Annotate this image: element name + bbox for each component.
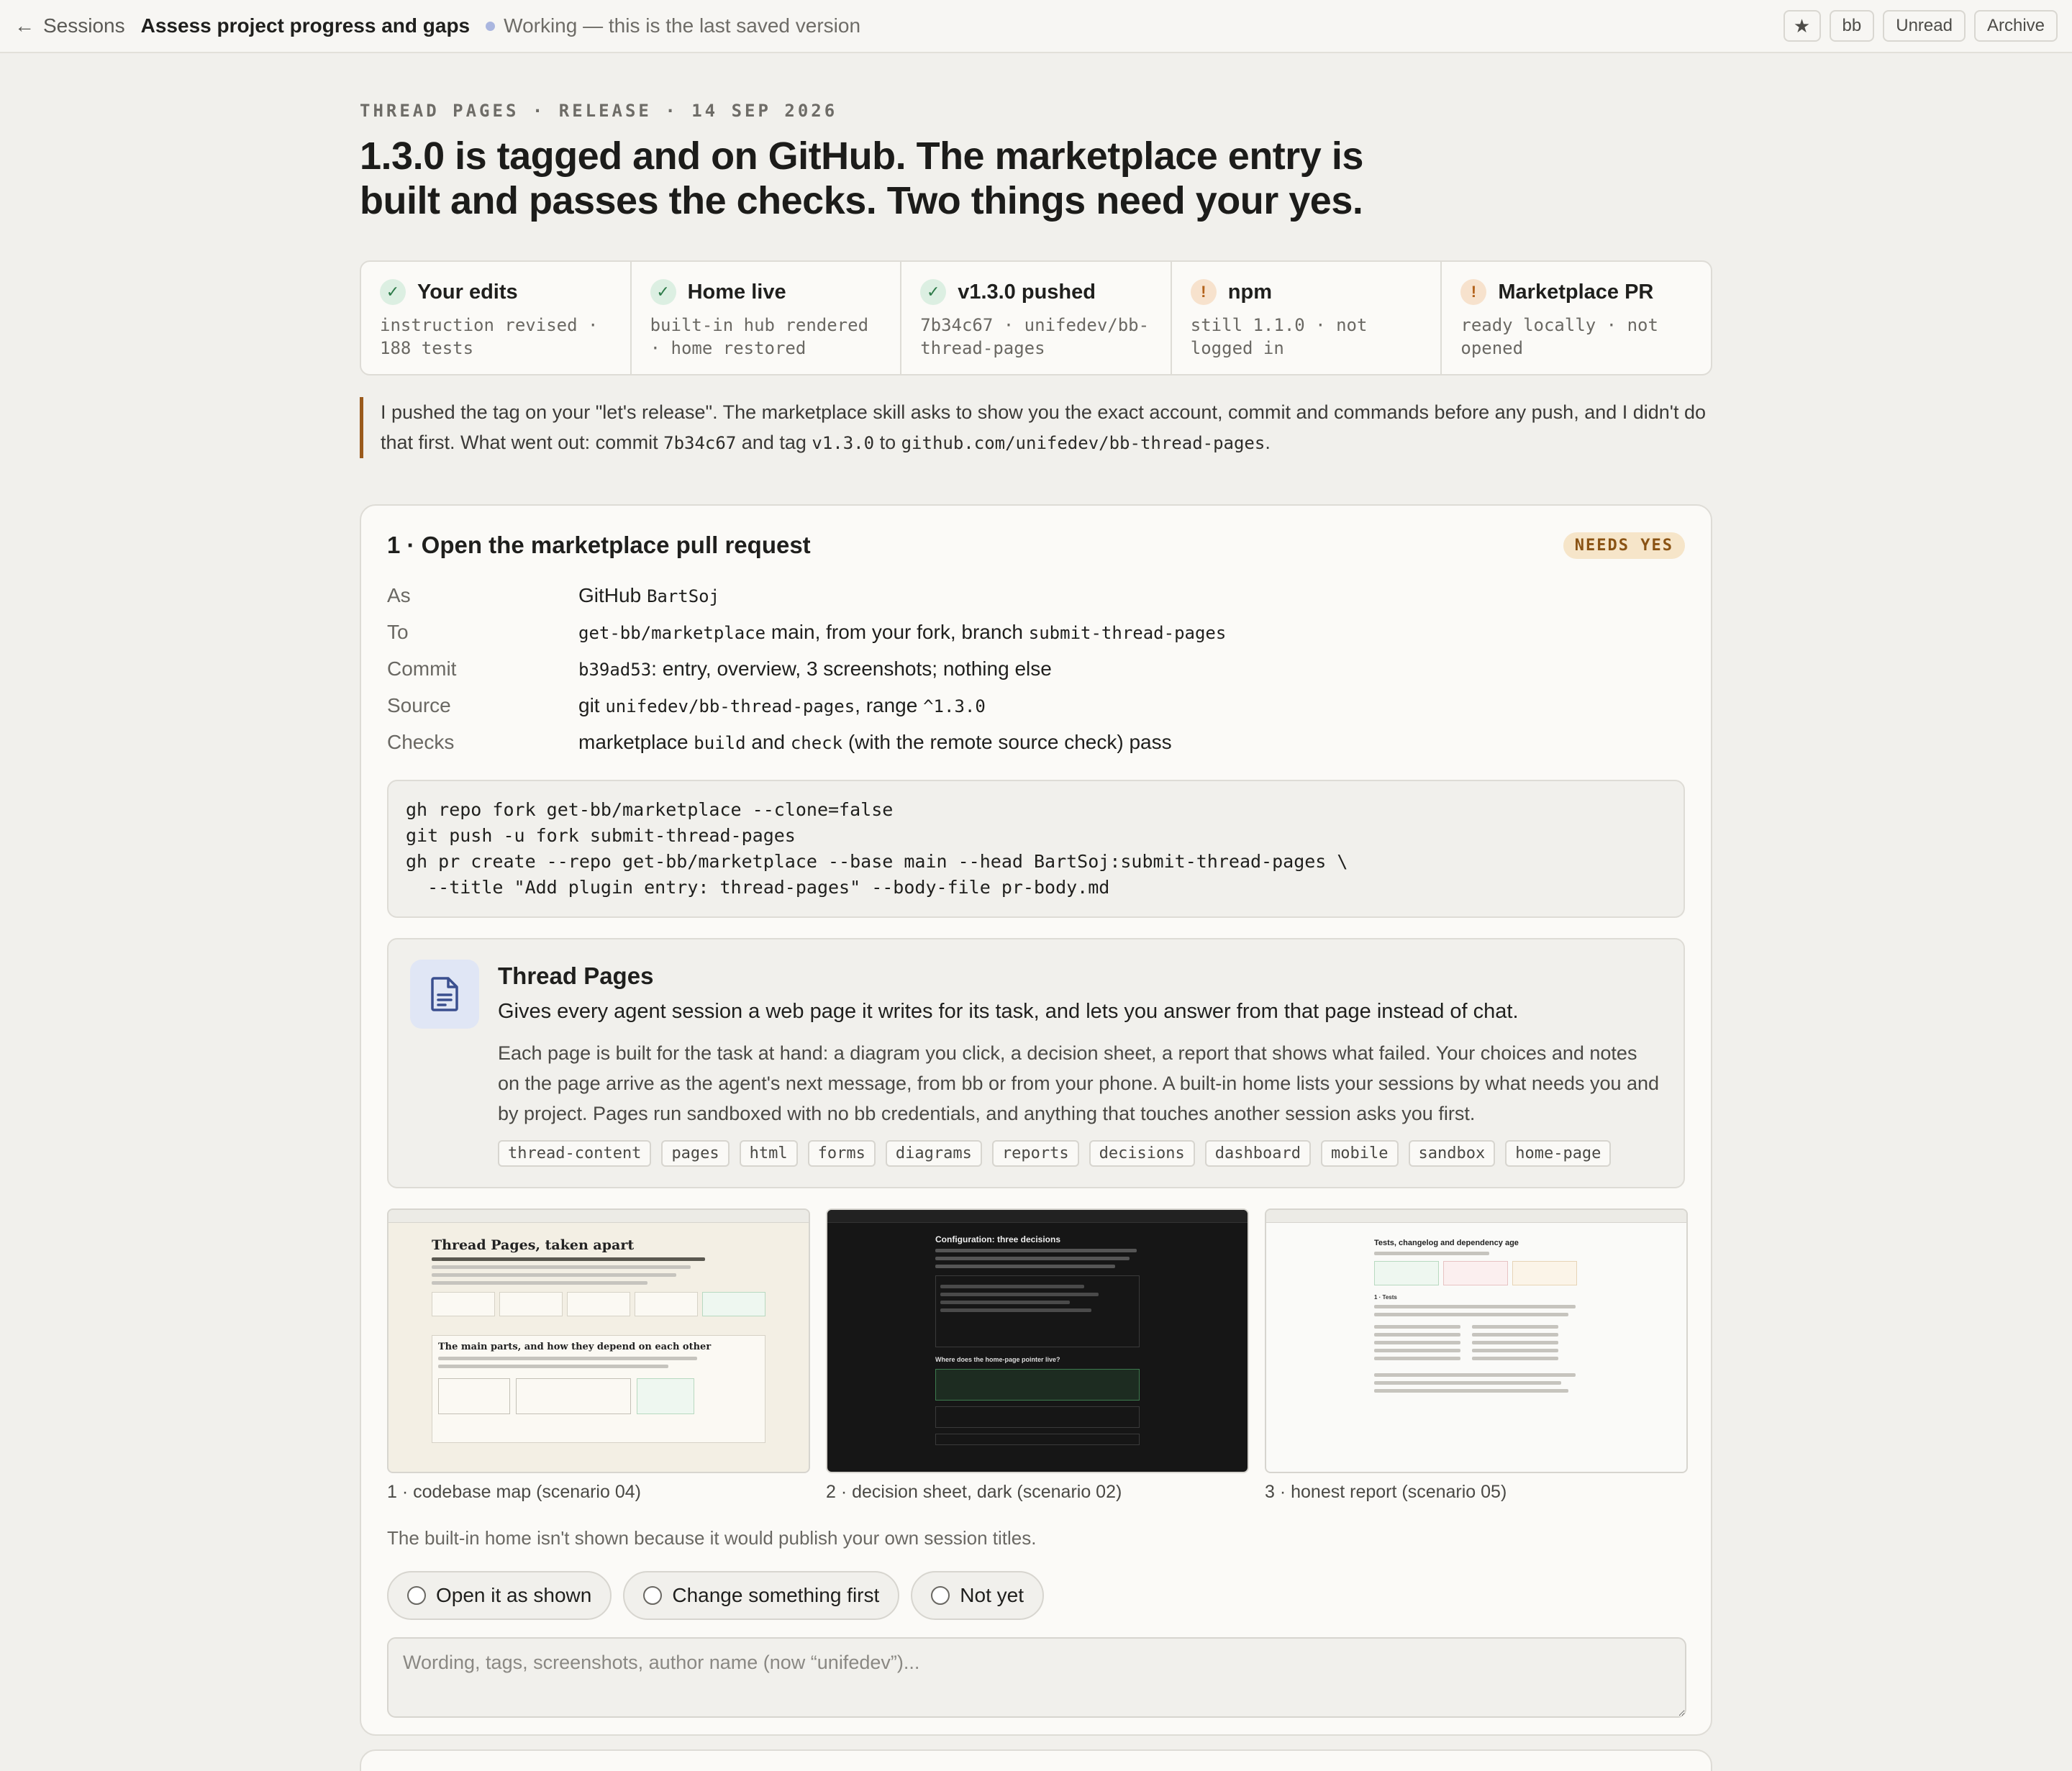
detail-label: Source <box>387 694 451 716</box>
status-grid <box>360 260 1712 375</box>
choice-change-first[interactable] <box>623 1571 899 1620</box>
detail-code: submit-thread-pages <box>1028 623 1227 643</box>
pr-details <box>387 578 1685 761</box>
save-status-text: Working — this is the last saved version <box>504 14 861 37</box>
status-cell-sub: 7b34c67 · unifedev/bb-thread-pages <box>920 315 1150 358</box>
screenshot-subheading: Where does the home-page pointer live? <box>935 1356 1060 1363</box>
status-cell-edits <box>361 262 632 374</box>
detail-text: git <box>578 694 606 716</box>
screenshot-honest-report[interactable] <box>1265 1208 1688 1503</box>
detail-label: Commit <box>387 657 457 680</box>
screenshot-heading: Configuration: three decisions <box>935 1234 1061 1244</box>
arrow-left-icon: ← <box>14 14 35 37</box>
main-content <box>360 53 1712 1736</box>
pull-request-card <box>360 504 1712 1736</box>
home-omitted-hint: The built-in home isn't shown because it would publish your own session titles. <box>387 1527 1037 1549</box>
radio-icon[interactable] <box>931 1586 950 1605</box>
plugin-preview <box>387 938 1685 1188</box>
detail-text: marketplace <box>578 731 694 753</box>
bb-button[interactable]: bb <box>1830 10 1875 42</box>
status-cell-npm <box>1172 262 1442 374</box>
detail-label: As <box>387 584 411 606</box>
tag: home-page <box>1505 1140 1611 1167</box>
release-note <box>360 397 1712 458</box>
tag: reports <box>992 1140 1079 1167</box>
card-title: 1 · Open the marketplace pull request <box>387 532 811 558</box>
note-text: . <box>1265 432 1271 453</box>
tag: pages <box>661 1140 729 1167</box>
note-repo: github.com/unifedev/bb-thread-pages <box>901 433 1266 453</box>
warning-icon: ! <box>1460 279 1486 305</box>
needs-yes-badge: NEEDS YES <box>1563 532 1685 559</box>
screenshot-caption: 1 · codebase map (scenario 04) <box>387 1482 641 1502</box>
detail-text: main, from your fork, branch <box>765 621 1029 643</box>
status-cell-title: Marketplace PR <box>1498 280 1654 304</box>
status-cell-sub: still 1.1.0 · not logged in <box>1190 315 1368 358</box>
detail-code: unifedev/bb-thread-pages <box>605 696 855 716</box>
save-status <box>486 14 860 37</box>
back-label: Sessions <box>43 14 125 37</box>
detail-row-source <box>387 688 1685 724</box>
tag: mobile <box>1321 1140 1398 1167</box>
screenshot-gallery <box>387 1208 1685 1503</box>
status-cell-sub: built-in hub rendered · home restored <box>650 315 869 358</box>
detail-label: Checks <box>387 731 455 753</box>
next-card <box>360 1749 1712 1771</box>
star-icon: ★ <box>1793 14 1811 37</box>
detail-row-to <box>387 614 1685 651</box>
detail-code: b39ad53 <box>578 660 652 680</box>
note-text: and tag <box>736 432 812 453</box>
warning-icon: ! <box>1191 279 1217 305</box>
eyebrow: THREAD PAGES · RELEASE · 14 SEP 2026 <box>360 101 838 121</box>
status-cell-title: v1.3.0 pushed <box>958 280 1096 304</box>
choice-label: Open it as shown <box>436 1584 592 1606</box>
star-button[interactable] <box>1784 10 1821 42</box>
tag: html <box>740 1140 798 1167</box>
detail-code: ^1.3.0 <box>923 696 986 716</box>
decision-choices <box>387 1571 1685 1620</box>
status-cell-sub: ready locally · not opened <box>1460 315 1658 358</box>
screenshot-caption: 2 · decision sheet, dark (scenario 02) <box>826 1482 1122 1502</box>
screenshot-image <box>826 1208 1249 1473</box>
detail-code: check <box>790 733 843 753</box>
archive-button[interactable]: Archive <box>1974 10 2058 42</box>
tag: thread-content <box>498 1140 651 1167</box>
check-icon: ✓ <box>380 279 406 305</box>
detail-text: : entry, overview, 3 screenshots; nothing else <box>651 657 1052 680</box>
plugin-description: Each page is built for the task at hand: a diagram you click, a decision sheet, a report that shows what failed. Your choices and notes on the page arrive as the agent's next message, from bb or from your phone. A built-in home lists your sessions by what needs you and by project. Pages run sandboxed with no bb credentials, and anything that touches another session asks you first. <box>498 1042 1660 1124</box>
detail-label: To <box>387 621 409 643</box>
screenshot-heading: Tests, changelog and dependency age <box>1374 1239 1519 1247</box>
tag: forms <box>808 1140 876 1167</box>
back-to-sessions-link[interactable] <box>14 14 125 37</box>
screenshot-image <box>387 1208 810 1473</box>
screenshot-caption: 3 · honest report (scenario 05) <box>1265 1482 1507 1502</box>
top-bar <box>0 0 2072 53</box>
tag: sandbox <box>1409 1140 1496 1167</box>
detail-code: BartSoj <box>646 586 720 606</box>
status-cell-home <box>632 262 902 374</box>
status-cell-title: Home live <box>687 280 786 304</box>
tag: dashboard <box>1205 1140 1311 1167</box>
status-cell-pushed <box>901 262 1172 374</box>
check-icon: ✓ <box>650 279 676 305</box>
detail-code: get-bb/marketplace <box>578 623 766 643</box>
document-icon <box>410 960 479 1029</box>
detail-code: build <box>694 733 746 753</box>
detail-text: GitHub <box>578 584 647 606</box>
plugin-name: Thread Pages <box>498 962 654 989</box>
status-dot-icon <box>486 22 495 31</box>
note-text: I pushed the tag on your "let's release". The marketplace skill asks to show you the exact account, commit and commands before any push, and I didn't do that first. What went out: commit <box>381 401 1706 453</box>
tag: diagrams <box>886 1140 982 1167</box>
command-code-block[interactable]: gh repo fork get-bb/marketplace --clone=false git push -u fork submit-thread-pages gh pr create --repo get-bb/marketplace --base main --head BartSoj:submit-thread-pages \ --title "Add plugin entry: thread-pages" --body-file pr-body.md <box>387 780 1685 918</box>
note-commit: 7b34c67 <box>663 433 737 453</box>
choice-label: Not yet <box>960 1584 1024 1606</box>
status-cell-title: npm <box>1227 280 1272 304</box>
detail-row-commit <box>387 651 1685 688</box>
note-tag: v1.3.0 <box>812 433 875 453</box>
note-text: to <box>874 432 901 453</box>
screenshot-heading: Thread Pages, taken apart <box>432 1237 635 1253</box>
session-title: Assess project progress and gaps <box>140 14 471 37</box>
detail-text: , range <box>855 694 924 716</box>
plugin-tags <box>498 1140 1662 1167</box>
check-icon: ✓ <box>920 279 946 305</box>
screenshot-subheading: 1 · Tests <box>1374 1294 1397 1301</box>
radio-icon[interactable] <box>407 1586 426 1605</box>
detail-row-checks <box>387 724 1685 761</box>
unread-button[interactable]: Unread <box>1883 10 1966 42</box>
plugin-tagline: Gives every agent session a web page it writes for its task, and lets you answer from that page instead of chat. <box>498 1000 1519 1023</box>
detail-row-as <box>387 578 1685 614</box>
detail-text: and <box>745 731 791 753</box>
status-cell-marketplace-pr <box>1442 262 1711 374</box>
tag: decisions <box>1089 1140 1195 1167</box>
choice-label: Change something first <box>672 1584 880 1606</box>
status-cell-sub: instruction revised · 188 tests <box>380 315 599 358</box>
screenshot-subheading: The main parts, and how they depend on each other <box>438 1342 712 1352</box>
screenshot-codebase-map[interactable] <box>387 1208 810 1503</box>
screenshot-decision-sheet[interactable] <box>826 1208 1249 1503</box>
detail-text: (with the remote source check) pass <box>842 731 1172 753</box>
choice-open-as-shown[interactable] <box>387 1571 612 1620</box>
choice-not-yet[interactable] <box>911 1571 1044 1620</box>
page-title: 1.3.0 is tagged and on GitHub. The marketplace entry is built and passes the checks. Two things need your yes. <box>360 135 1363 222</box>
screenshot-image <box>1265 1208 1688 1473</box>
status-cell-title: Your edits <box>417 280 518 304</box>
notes-textarea[interactable] <box>387 1637 1686 1718</box>
radio-icon[interactable] <box>643 1586 662 1605</box>
